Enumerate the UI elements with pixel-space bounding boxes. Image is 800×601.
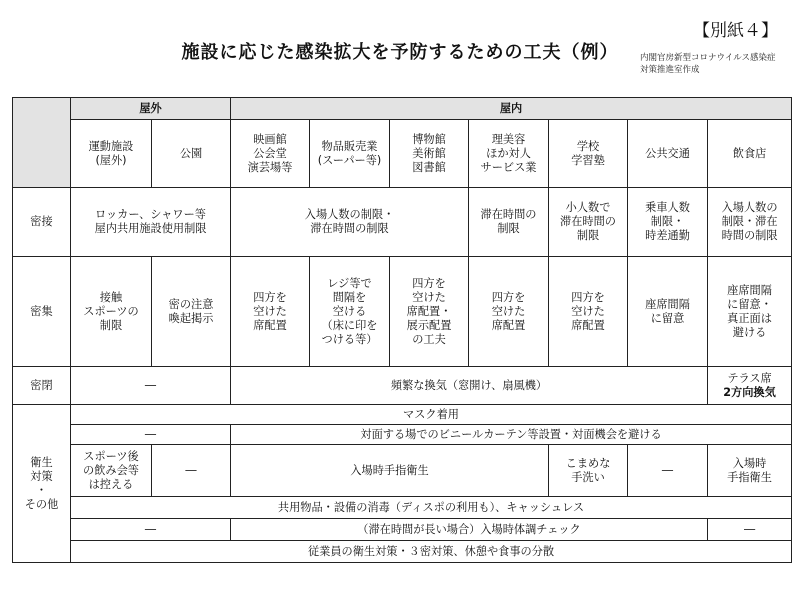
cell: 従業員の衛生対策・３密対策、休憩や食事の分散 [71, 541, 792, 563]
facility-header: 公園 [152, 120, 231, 188]
cell: 入場時 手指衛生 [708, 445, 792, 497]
row-crowd [13, 257, 792, 367]
row-closed [13, 367, 792, 405]
cell: マスク着用 [71, 405, 792, 425]
row-label-contact: 密接 [13, 188, 71, 257]
facility-header-row [13, 120, 792, 188]
cell: 小人数で 滞在時間の 制限 [549, 188, 628, 257]
cell: 共用物品・設備の消毒（ディスポの利用も）、キャッシュレス [71, 497, 792, 519]
source-line: 対策推進室作成 [640, 65, 700, 75]
facility-header: 理美容 ほか対人 サービス業 [469, 120, 549, 188]
row-label-hygiene: 衛生 対策 ・ その他 [13, 405, 71, 563]
cell: ― [628, 445, 708, 497]
cell: 頻繁な換気（窓開け、扇風機） [231, 367, 708, 405]
cell: スポーツ後 の飲み会等 は控える [71, 445, 152, 497]
facility-header: 学校 学習塾 [549, 120, 628, 188]
facility-header: 映画館 公会堂 演芸場等 [231, 120, 310, 188]
cell: （滞在時間が長い場合）入場時体調チェック [231, 519, 708, 541]
cell: ― [71, 519, 231, 541]
cell: ― [708, 519, 792, 541]
page-title: 施設に応じた感染拡大を予防するための工夫（例） [181, 42, 619, 63]
cell: ― [71, 425, 231, 445]
row-hygiene-staff [13, 541, 792, 563]
cell: 入場時手指衛生 [231, 445, 549, 497]
source-line: 内閣官房新型コロナウイルス感染症 [640, 53, 776, 63]
row-hygiene-disinfect [13, 497, 792, 519]
group-indoor: 屋内 [231, 98, 792, 120]
cell: ― [71, 367, 231, 405]
facility-header: 物品販売業 (スーパー等) [310, 120, 390, 188]
cell: 入場人数の制限・ 滞在時間の制限 [231, 188, 469, 257]
facility-header: 飲食店 [708, 120, 792, 188]
row-hygiene-mask [13, 405, 792, 425]
row-label-crowd: 密集 [13, 257, 71, 367]
row-hygiene-check [13, 519, 792, 541]
cell: こまめな 手洗い [549, 445, 628, 497]
cell: 対面する場でのビニールカーテン等設置・対面機会を避ける [231, 425, 792, 445]
cell: 滞在時間の 制限 [469, 188, 549, 257]
facility-header: 博物館 美術館 図書館 [390, 120, 469, 188]
cell: 座席間隔 に留意 [628, 257, 708, 367]
facility-header: 公共交通 [628, 120, 708, 188]
group-header-row [13, 98, 792, 120]
cell: 四方を 空けた 席配置 [549, 257, 628, 367]
cell: テラス席 2方向換気 [708, 367, 792, 405]
annex-label: 【別紙４】 [693, 21, 778, 41]
cell: 四方を 空けた 席配置・ 展示配置 の工夫 [390, 257, 469, 367]
source-note [640, 52, 776, 76]
cell: 入場人数の 制限・滞在 時間の制限 [708, 188, 792, 257]
group-outdoor: 屋外 [71, 98, 231, 120]
cell: 乗車人数 制限・ 時差通勤 [628, 188, 708, 257]
cell: 座席間隔 に留意・ 真正面は 避ける [708, 257, 792, 367]
cell: ロッカー、シャワー等 屋内共用施設使用制限 [71, 188, 231, 257]
cell: レジ等で 間隔を 空ける （床に印を つける等） [310, 257, 390, 367]
row-label-closed: 密閉 [13, 367, 71, 405]
row-hygiene-sanitize [13, 445, 792, 497]
corner-cell [13, 98, 71, 188]
cell: ― [152, 445, 231, 497]
cell: 四方を 空けた 席配置 [469, 257, 549, 367]
cell: 接触 スポーツの 制限 [71, 257, 152, 367]
prevention-table [12, 97, 792, 563]
facility-header: 運動施設 (屋外) [71, 120, 152, 188]
row-hygiene-curtain [13, 425, 792, 445]
cell: 四方を 空けた 席配置 [231, 257, 310, 367]
cell: 密の注意 喚起掲示 [152, 257, 231, 367]
row-contact [13, 188, 792, 257]
